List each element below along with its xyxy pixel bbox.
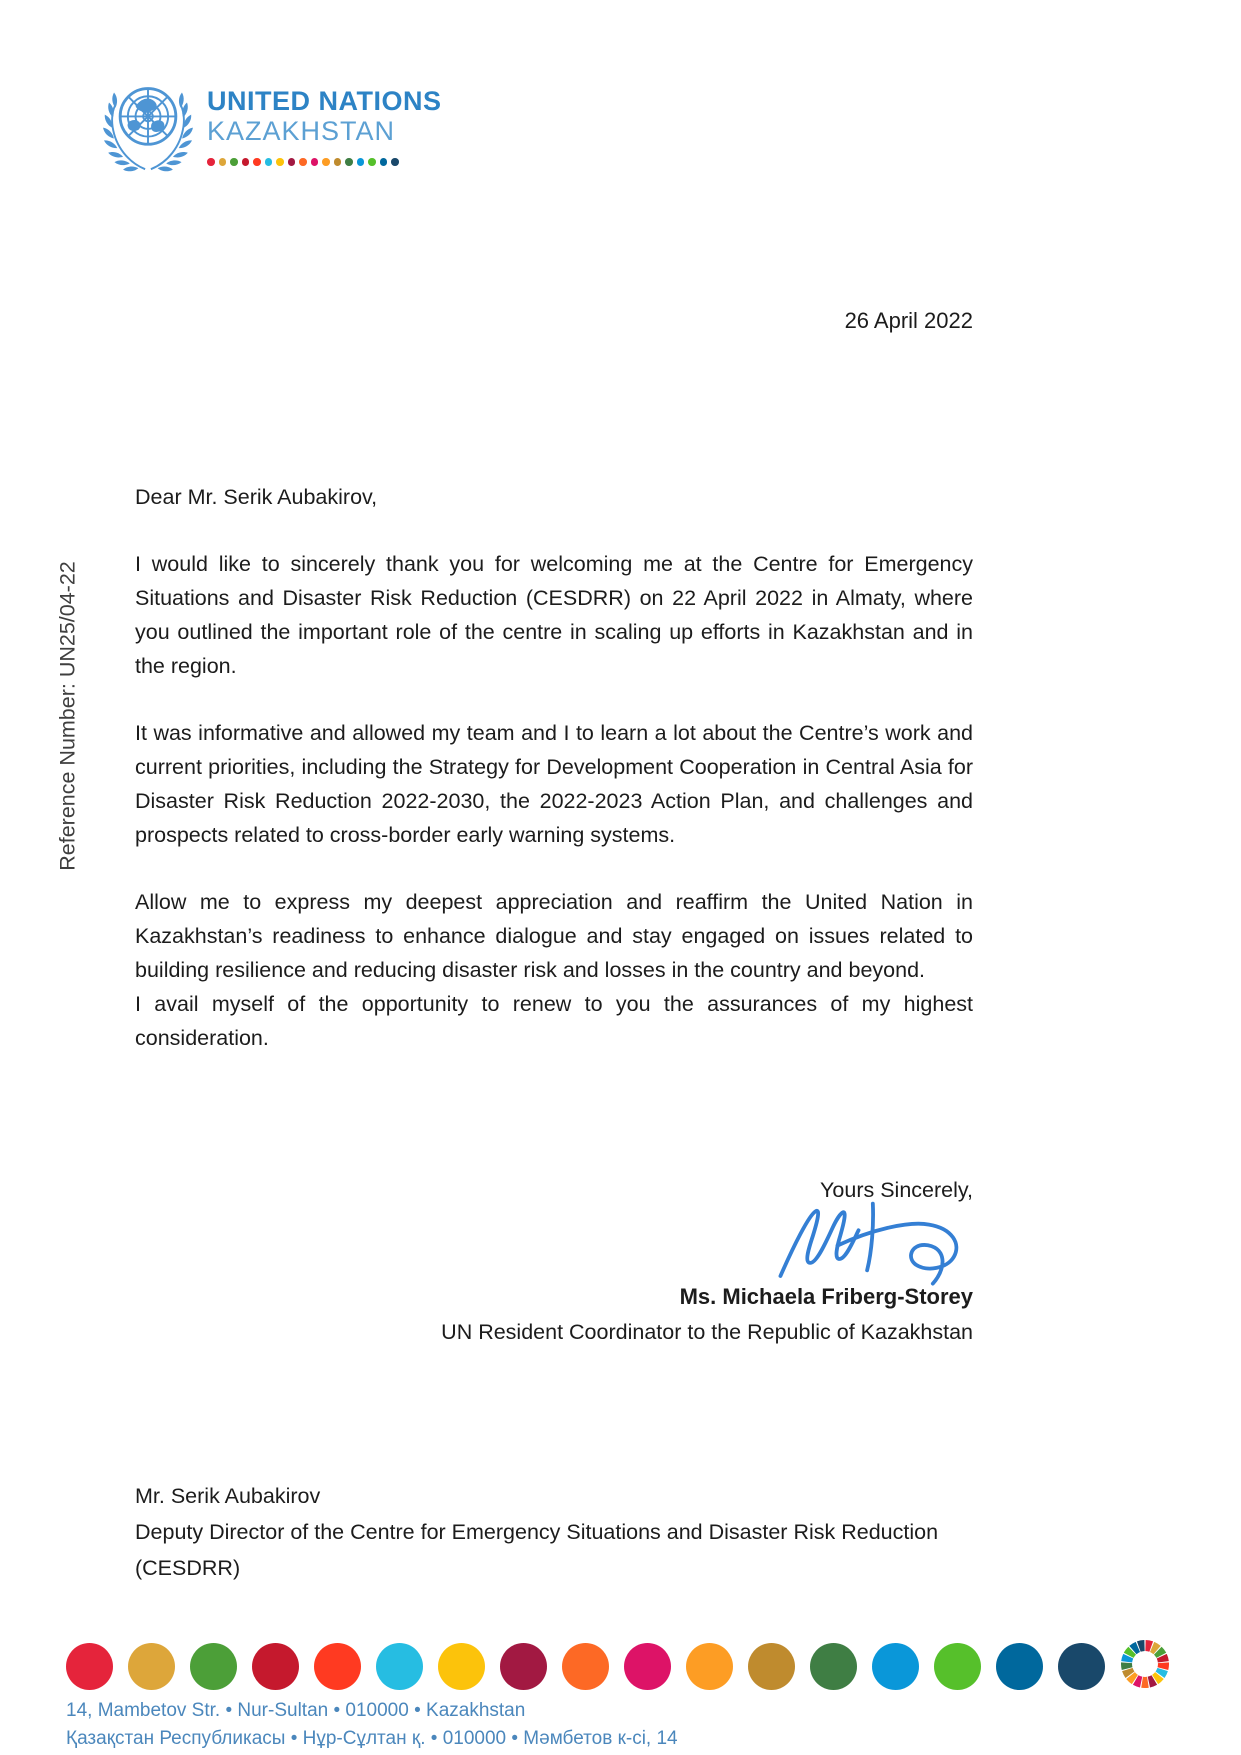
closing-phrase: Yours Sincerely,: [820, 1178, 973, 1202]
paragraph-4: I avail myself of the opportunity to renew to you the assurances of my highest consideration.: [135, 992, 973, 1050]
letter-body: [135, 480, 973, 1055]
letter-date: 26 April 2022: [844, 308, 973, 333]
signer-name: Ms. Michaela Friberg-Storey: [679, 1284, 973, 1309]
signer-title: UN Resident Coordinator to the Republic of Kazakhstan: [441, 1320, 973, 1344]
footer-address: [66, 1697, 678, 1753]
sdg-wheel-icon: [1121, 1640, 1169, 1688]
sdg-dots-footer: [66, 1643, 1105, 1690]
recipient-block: [135, 1478, 995, 1586]
signature-image: [772, 1196, 987, 1296]
recipient-title-line2: (CESDRR): [135, 1556, 241, 1580]
sdg-dots-strip: [207, 158, 442, 166]
logo-org-name: UNITED NATIONS: [207, 86, 442, 116]
recipient-title-line1: Deputy Director of the Centre for Emergency Situations and Disaster Risk Reduction: [135, 1520, 939, 1544]
address-line-en: 14, Mambetov Str. • Nur-Sultan • 010000 • Kazakhstan: [66, 1700, 526, 1721]
reference-number: Reference Number: UN25/04-22: [55, 561, 80, 871]
paragraph-3: Allow me to express my deepest appreciation and reaffirm the United Nation in Kazakhstan’s readiness to enhance dialogue and stay engaged on issues related to building resilience and reducing disaster risk and losses in the country and beyond.: [135, 890, 973, 982]
paragraph-2: It was informative and allowed my team and I to learn a lot about the Centre’s work and current priorities, including the Strategy for Development Cooperation in Central Asia for Disaster Risk Reduction 2022-2030, the 2022-2023 Action Plan, and challenges and prospects related to cross-border early warning systems.: [135, 721, 973, 847]
un-emblem-icon: [100, 78, 196, 174]
salutation: Dear Mr. Serik Aubakirov,: [135, 485, 378, 509]
address-line-kz: Қазақстан Республикасы • Нұр-Сұлтан қ. • 010000 • Мәмбетов к-сі, 14: [66, 1728, 678, 1749]
recipient-name: Mr. Serik Aubakirov: [135, 1484, 321, 1508]
paragraph-1: I would like to sincerely thank you for welcoming me at the Centre for Emergency Situations and Disaster Risk Reduction (CESDRR) on 22 April 2022 in Almaty, where you outlined the important role of the centre in scaling up efforts in Kazakhstan and in the region.: [135, 552, 973, 678]
logo-country-name: KAZAKHSTAN: [207, 116, 396, 146]
